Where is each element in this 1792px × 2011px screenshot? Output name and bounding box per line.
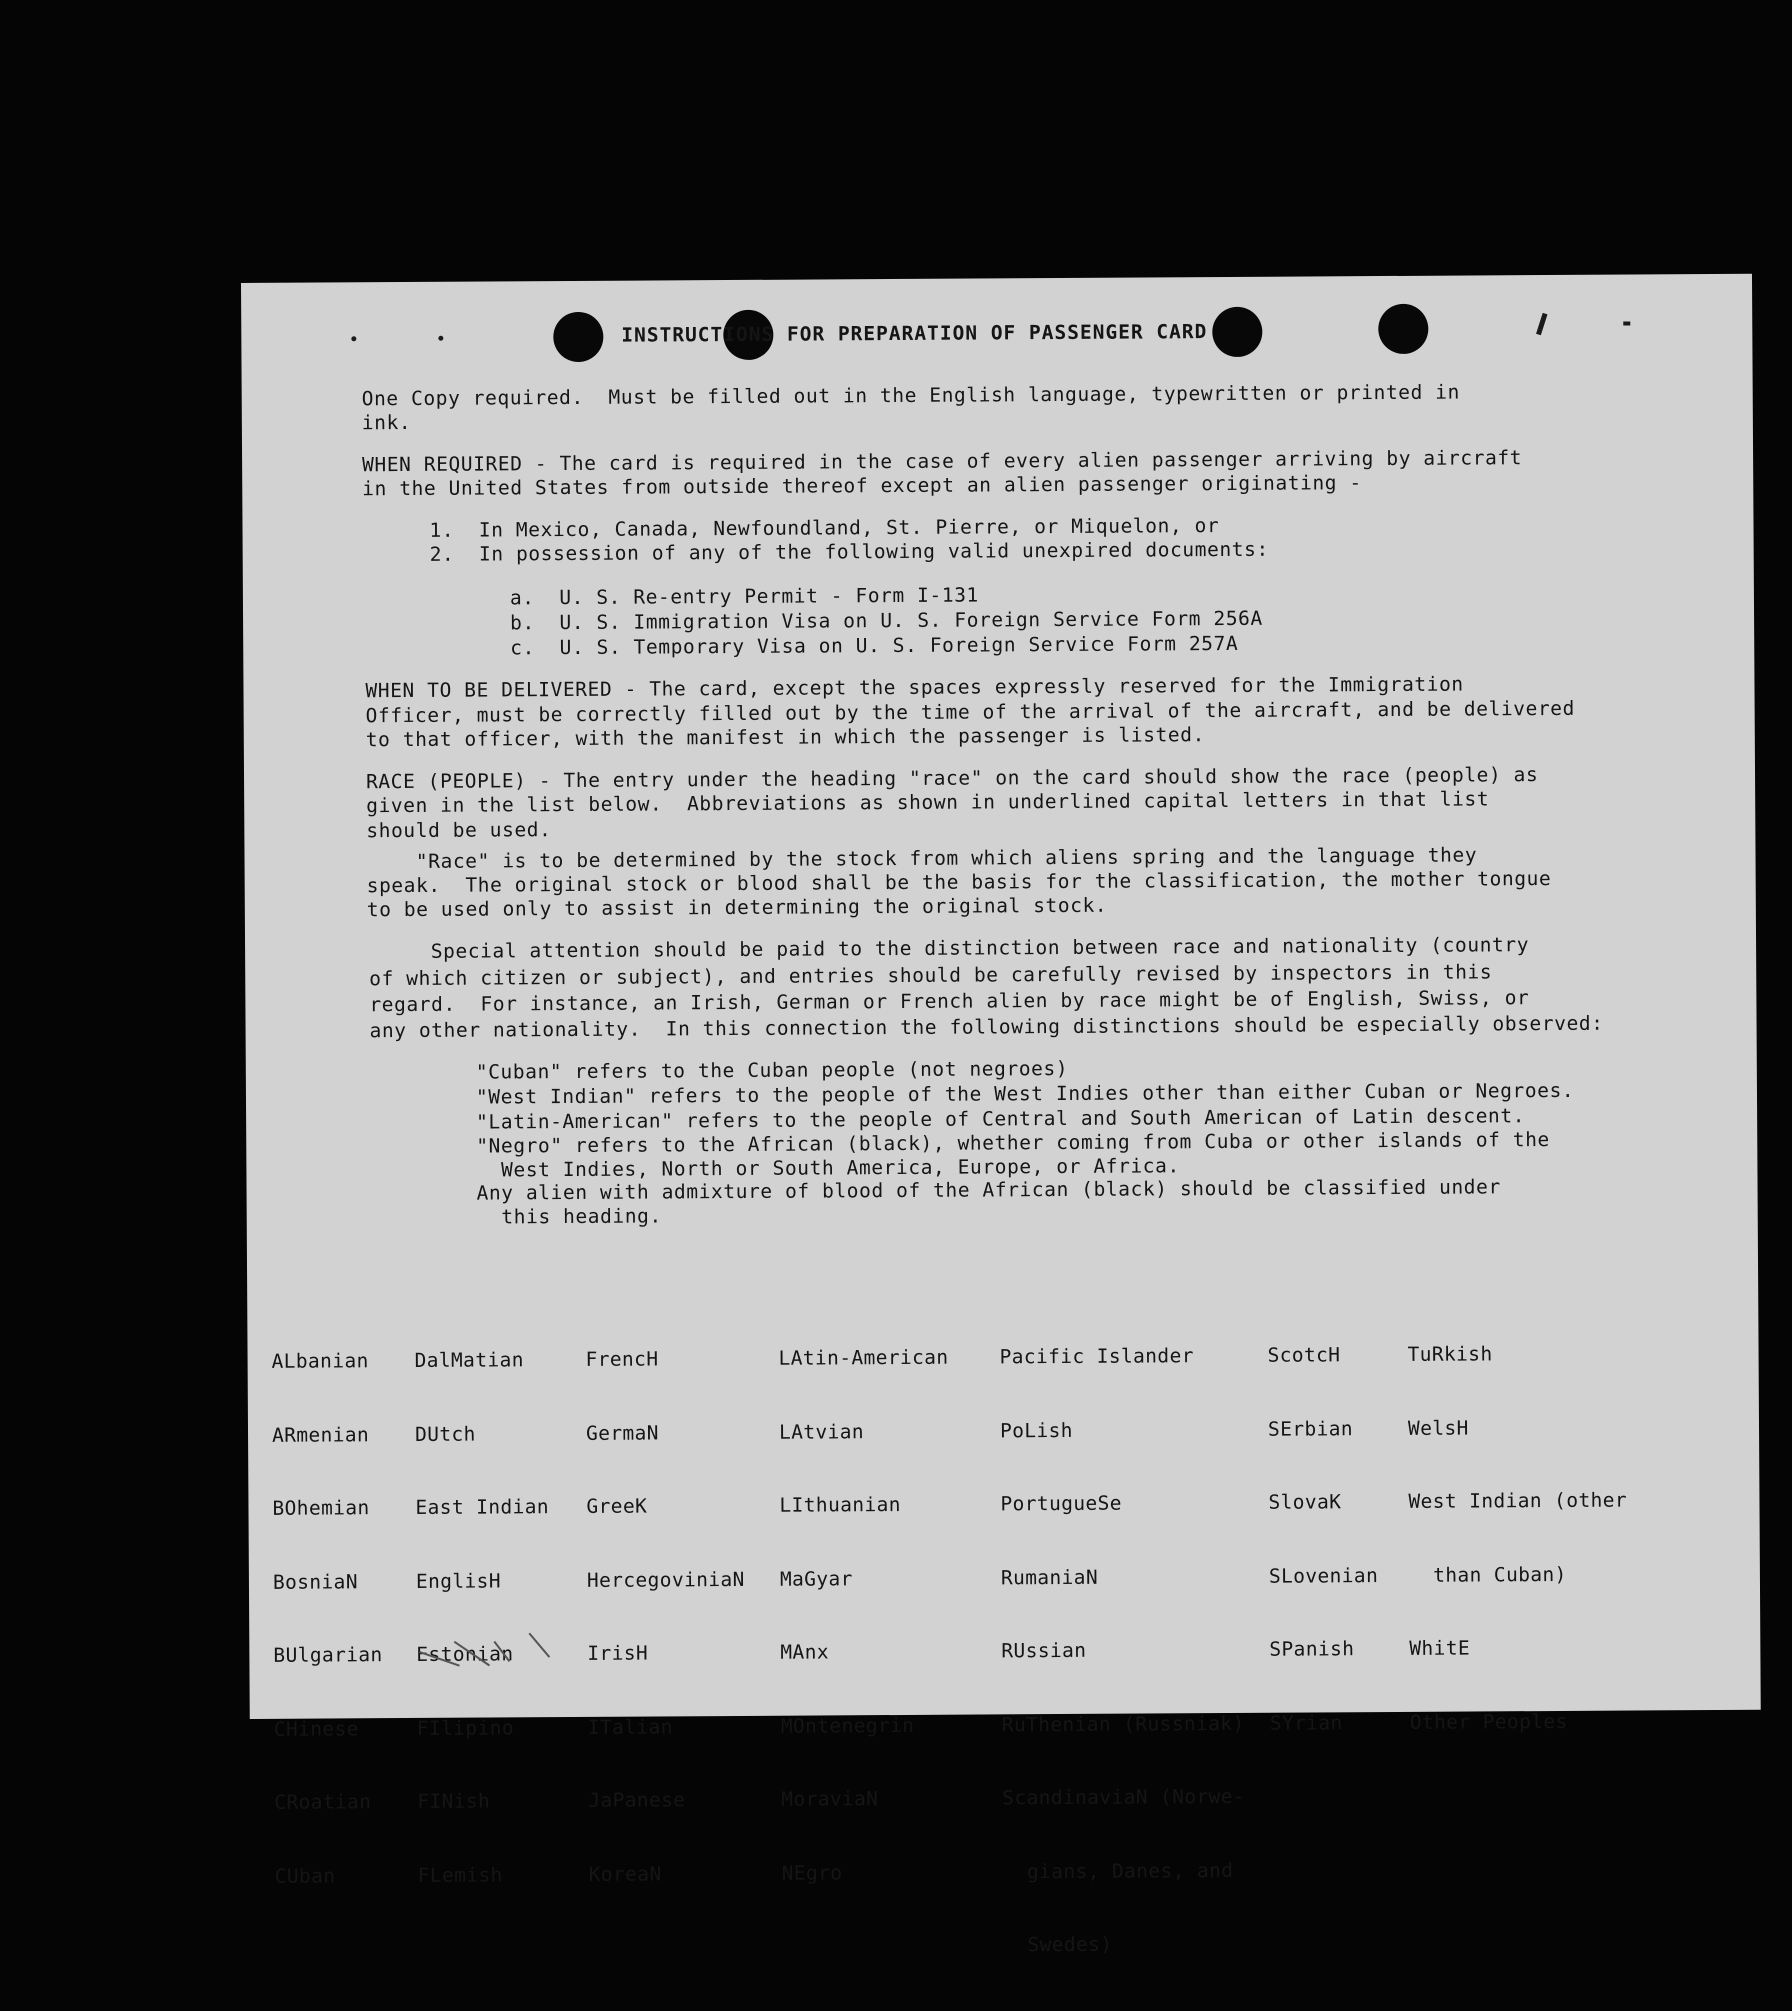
- race-entry: MAnx: [780, 1640, 830, 1664]
- race-list-column-7: [1407, 1293, 1629, 1784]
- race-entry: FrencH: [585, 1347, 659, 1371]
- race-entry: BosniaN: [272, 1569, 358, 1594]
- race-entry: RuThenian (Russniak): [1001, 1711, 1245, 1736]
- race-entry: GreeK: [586, 1494, 648, 1518]
- race-paragraph-line: given in the list below. Abbreviations as shown in underlined capital letters in that list: [366, 787, 1490, 818]
- race-list-column-3: [585, 1298, 747, 1936]
- race-entry: MOntenegrin: [780, 1713, 915, 1738]
- distinction-line: "West Indian" refers to the people of the West Indies other than either Cuban or Negroes.: [475, 1078, 1575, 1109]
- race-entry: SErbian: [1267, 1416, 1354, 1441]
- distinction-line: "Negro" refers to the African (black), whether coming from Cuba or other islands of the: [476, 1128, 1550, 1158]
- copy-line: ink.: [361, 410, 412, 435]
- stock-paragraph-line: "Race" is to be determined by the stock from which aliens spring and the language they: [366, 843, 1478, 874]
- distinction-line: "Cuban" refers to the Cuban people (not negroes): [475, 1056, 1069, 1084]
- race-entry: TuRkish: [1407, 1342, 1493, 1366]
- distinction-line: "Latin-American" refers to the people of Central and South American of Latin descent.: [476, 1104, 1526, 1134]
- when-required-line: in the United States from outside thereof except an alien passenger originating -: [362, 471, 1362, 501]
- race-entry: NEgro: [781, 1860, 843, 1885]
- race-entry: IrisH: [587, 1641, 649, 1665]
- race-entry: LIthuanian: [779, 1492, 901, 1517]
- stray-mark: [438, 336, 443, 341]
- instruction-sheet: [241, 274, 1761, 1957]
- punch-hole: [553, 312, 603, 362]
- race-entry: HercegoviniaN: [586, 1567, 745, 1592]
- race-entry: PortugueSe: [1000, 1491, 1122, 1516]
- distinction-line: this heading.: [476, 1204, 662, 1229]
- when-required-line: WHEN REQUIRED - The card is required in the case of every alien passenger arriving by aircraft: [362, 446, 1523, 477]
- race-entry: LAtvian: [778, 1419, 865, 1444]
- race-entry: GermaN: [585, 1420, 659, 1445]
- punch-hole: [1378, 304, 1428, 354]
- list-item: 2. In possession of any of the following valid unexpired documents:: [429, 537, 1269, 566]
- stock-paragraph-line: to be used only to assist in determining the original stock.: [366, 893, 1108, 922]
- distinction-line: Any alien with admixture of blood of the African (black) should be classified under: [476, 1175, 1501, 1205]
- document-item: a. U. S. Re-entry Permit - Form I-131: [509, 583, 979, 610]
- race-list-column-4: [778, 1297, 952, 1935]
- race-entry: ITalian: [587, 1714, 673, 1739]
- race-list-column-2: [414, 1299, 551, 1937]
- race-entry: DalMatian: [414, 1348, 524, 1372]
- race-list-column-6: [1267, 1294, 1379, 1785]
- race-entry: MaGyar: [779, 1566, 853, 1591]
- race-entry: SYrian: [1269, 1710, 1343, 1735]
- race-entry: Pacific Islander: [999, 1344, 1194, 1369]
- punch-hole: [1212, 307, 1262, 357]
- race-entry: RumaniaN: [1000, 1565, 1099, 1589]
- race-entry: MoraviaN: [781, 1787, 879, 1811]
- race-entry: BOhemian: [272, 1496, 370, 1520]
- race-entry: ARmenian: [271, 1422, 370, 1447]
- race-entry: ScandinaviaN (Norwe-: [1002, 1784, 1246, 1810]
- race-entry: BUlgarian: [273, 1643, 383, 1667]
- when-delivered-line: Officer, must be correctly filled out by the time of the arrival of the aircraft, and be delivered: [365, 696, 1576, 728]
- list-item: 1. In Mexico, Canada, Newfoundland, St. Pierre, or Miquelon, or: [429, 514, 1220, 542]
- race-entry: WelsH: [1407, 1416, 1469, 1440]
- race-entry: FIlipino: [416, 1715, 515, 1740]
- race-paragraph-line: RACE (PEOPLE) - The entry under the heading "race" on the card should show the race (people) as: [365, 763, 1539, 794]
- race-entry: FINish: [417, 1789, 491, 1813]
- stray-mark: [351, 336, 356, 341]
- race-entry: ScotcH: [1267, 1343, 1341, 1367]
- when-delivered-line: WHEN TO BE DELIVERED - The card, except the spaces expressly reserved for the Immigration: [365, 672, 1464, 703]
- race-entry: DUtch: [414, 1422, 476, 1446]
- pencil-scratches: [399, 1621, 599, 1672]
- distinction-line: West Indies, North or South America, Europe, or Africa.: [476, 1154, 1180, 1182]
- race-entry: SPanish: [1269, 1637, 1355, 1661]
- race-entry: Swedes): [1003, 1932, 1113, 1957]
- race-entry: RUssian: [1001, 1638, 1087, 1663]
- race-entry: KoreaN: [588, 1861, 662, 1886]
- special-paragraph-line: Special attention should be paid to the distinction between race and nationality (country: [369, 933, 1530, 964]
- race-entry: CHinese: [273, 1716, 359, 1741]
- race-entry: SLovenian: [1268, 1563, 1379, 1588]
- document-item: c. U. S. Temporary Visa on U. S. Foreign Service Form 257A: [510, 631, 1239, 660]
- race-entry: ALbanian: [271, 1349, 369, 1373]
- special-paragraph-line: any other nationality. In this connection the following distinctions should be especially observed:: [369, 1011, 1604, 1043]
- document-item: b. U. S. Immigration Visa on U. S. Foreign Service Form 256A: [510, 606, 1263, 635]
- copy-line: One Copy required. Must be filled out in the English language, typewritten or printed in: [361, 380, 1461, 411]
- race-entry: FLemish: [417, 1862, 503, 1887]
- stray-mark: [1536, 313, 1547, 335]
- special-paragraph-line: of which citizen or subject), and entries should be carefully revised by inspectors in this: [369, 960, 1493, 991]
- race-entry: East Indian: [415, 1495, 550, 1519]
- when-delivered-line: to that officer, with the manifest in which the passenger is listed.: [365, 723, 1205, 752]
- stock-paragraph-line: speak. The original stock or blood shall be the basis for the classification, the mother tongue: [366, 867, 1552, 898]
- race-list-column-1: [271, 1300, 384, 1938]
- race-entry: PoLish: [999, 1418, 1073, 1442]
- race-entry: Other Peoples: [1409, 1709, 1568, 1734]
- special-paragraph-line: regard. For instance, an Irish, German or French alien by race might be of English, Swiss, or: [369, 986, 1530, 1017]
- race-entry: SlovaK: [1268, 1490, 1342, 1514]
- race-entry: West Indian (other: [1408, 1488, 1628, 1513]
- race-entry: LAtin-American: [778, 1345, 949, 1370]
- race-entry: WhitE: [1409, 1636, 1471, 1660]
- page-title: INSTRUCTIONS FOR PREPARATION OF PASSENGER CARD: [621, 320, 1208, 347]
- race-entry: than Cuban): [1408, 1562, 1567, 1587]
- race-paragraph-line: should be used.: [366, 818, 552, 843]
- race-entry: JaPanese: [588, 1788, 686, 1812]
- stray-mark: [1623, 322, 1630, 326]
- race-entry: CUban: [274, 1863, 336, 1888]
- race-list-column-5: [999, 1295, 1246, 2007]
- race-entry: gians, Danes, and: [1002, 1858, 1234, 1883]
- race-entry: CRoatian: [274, 1790, 372, 1814]
- race-entry: Estonian: [416, 1642, 514, 1666]
- race-entry: EnglisH: [415, 1568, 501, 1593]
